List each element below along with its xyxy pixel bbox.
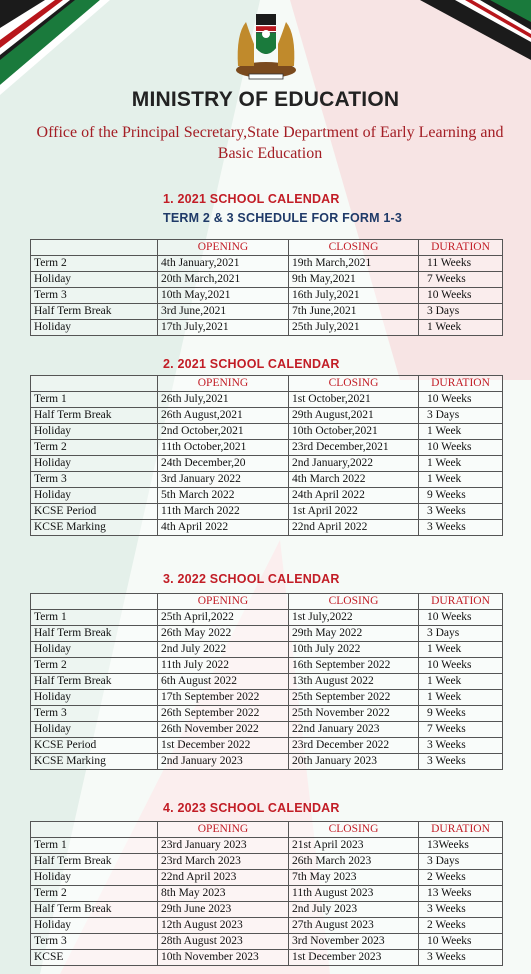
closing-cell: 2nd July 2023 <box>289 902 419 918</box>
opening-cell: 10th November 2023 <box>158 950 289 966</box>
period-cell: Term 3 <box>31 934 158 950</box>
closing-cell: 2nd January,2022 <box>289 456 419 472</box>
table-row <box>31 658 503 674</box>
period-cell: Term 3 <box>31 472 158 488</box>
opening-cell: 11th October,2021 <box>158 440 289 456</box>
section-4-title: 4. 2023 SCHOOL CALENDAR <box>163 801 340 815</box>
header-closing: CLOSING <box>289 376 419 392</box>
table-row <box>31 690 503 706</box>
duration-cell: 3 Days <box>419 626 503 642</box>
duration-cell: 13 Weeks <box>419 886 503 902</box>
period-cell: KCSE Marking <box>31 754 158 770</box>
period-cell: Term 1 <box>31 392 158 408</box>
table-row <box>31 642 503 658</box>
opening-cell: 26th May 2022 <box>158 626 289 642</box>
opening-cell: 11th March 2022 <box>158 504 289 520</box>
header-duration: DURATION <box>419 594 503 610</box>
table-row <box>31 950 503 966</box>
closing-cell: 20th January 2023 <box>289 754 419 770</box>
table-row <box>31 626 503 642</box>
opening-cell: 25th April,2022 <box>158 610 289 626</box>
duration-cell: 3 Weeks <box>419 504 503 520</box>
section-1-subtitle: TERM 2 & 3 SCHEDULE FOR FORM 1-3 <box>163 211 403 225</box>
header-closing: CLOSING <box>289 240 419 256</box>
period-cell: KCSE <box>31 950 158 966</box>
table-row <box>31 838 503 854</box>
header-closing: CLOSING <box>289 594 419 610</box>
duration-cell: 9 Weeks <box>419 488 503 504</box>
duration-cell: 3 Days <box>419 304 503 320</box>
table-row <box>31 256 503 272</box>
duration-cell: 10 Weeks <box>419 934 503 950</box>
table-row <box>31 674 503 690</box>
opening-cell: 20th March,2021 <box>158 272 289 288</box>
header-opening: OPENING <box>158 240 289 256</box>
opening-cell: 2nd January 2023 <box>158 754 289 770</box>
table-row <box>31 456 503 472</box>
table-row <box>31 272 503 288</box>
opening-cell: 8th May 2023 <box>158 886 289 902</box>
period-cell: Holiday <box>31 870 158 886</box>
duration-cell: 3 Days <box>419 854 503 870</box>
opening-cell: 26th September 2022 <box>158 706 289 722</box>
closing-cell: 1st October,2021 <box>289 392 419 408</box>
table-row <box>31 706 503 722</box>
closing-cell: 1st December 2023 <box>289 950 419 966</box>
opening-cell: 3rd June,2021 <box>158 304 289 320</box>
table-row <box>31 738 503 754</box>
closing-cell: 10th July 2022 <box>289 642 419 658</box>
closing-cell: 4th March 2022 <box>289 472 419 488</box>
closing-cell: 3rd November 2023 <box>289 934 419 950</box>
duration-cell: 1 Week <box>419 456 503 472</box>
closing-cell: 25th September 2022 <box>289 690 419 706</box>
table-row <box>31 918 503 934</box>
duration-cell: 3 Days <box>419 408 503 424</box>
opening-cell: 4th April 2022 <box>158 520 289 536</box>
closing-cell: 23rd December 2022 <box>289 738 419 754</box>
closing-cell: 26th March 2023 <box>289 854 419 870</box>
duration-cell: 1 Week <box>419 320 503 336</box>
header-opening: OPENING <box>158 594 289 610</box>
section-2-title: 2. 2021 SCHOOL CALENDAR <box>163 357 340 371</box>
period-cell: Term 1 <box>31 838 158 854</box>
calendar-table-2 <box>30 375 503 536</box>
opening-cell: 5th March 2022 <box>158 488 289 504</box>
table-row <box>31 902 503 918</box>
header-cell-blank <box>31 822 158 838</box>
closing-cell: 11th August 2023 <box>289 886 419 902</box>
opening-cell: 4th January,2021 <box>158 256 289 272</box>
duration-cell: 3 Weeks <box>419 950 503 966</box>
closing-cell: 1st April 2022 <box>289 504 419 520</box>
period-cell: KCSE Marking <box>31 520 158 536</box>
period-cell: Term 2 <box>31 886 158 902</box>
period-cell: Term 2 <box>31 440 158 456</box>
calendar-table-1 <box>30 239 503 336</box>
table-row <box>31 408 503 424</box>
period-cell: Holiday <box>31 642 158 658</box>
period-cell: Half Term Break <box>31 902 158 918</box>
ministry-title: MINISTRY OF EDUCATION <box>131 88 400 111</box>
opening-cell: 3rd January 2022 <box>158 472 289 488</box>
table-row <box>31 392 503 408</box>
header-opening: OPENING <box>158 822 289 838</box>
period-cell: Holiday <box>31 722 158 738</box>
duration-cell: 3 Weeks <box>419 754 503 770</box>
period-cell: Holiday <box>31 320 158 336</box>
period-cell: Term 3 <box>31 706 158 722</box>
closing-cell: 25th November 2022 <box>289 706 419 722</box>
opening-cell: 11th July 2022 <box>158 658 289 674</box>
duration-cell: 1 Week <box>419 424 503 440</box>
opening-cell: 26th November 2022 <box>158 722 289 738</box>
duration-cell: 1 Week <box>419 642 503 658</box>
opening-cell: 1st December 2022 <box>158 738 289 754</box>
coat-of-arms-emblem <box>232 4 300 80</box>
period-cell: Holiday <box>31 690 158 706</box>
period-cell: Term 1 <box>31 610 158 626</box>
duration-cell: 7 Weeks <box>419 722 503 738</box>
table-row <box>31 320 503 336</box>
period-cell: KCSE Period <box>31 738 158 754</box>
table-row <box>31 854 503 870</box>
period-cell: Holiday <box>31 272 158 288</box>
table-header-row <box>31 822 503 838</box>
opening-cell: 23rd March 2023 <box>158 854 289 870</box>
table-row <box>31 934 503 950</box>
opening-cell: 2nd July 2022 <box>158 642 289 658</box>
duration-cell: 10 Weeks <box>419 288 503 304</box>
table-row <box>31 886 503 902</box>
opening-cell: 12th August 2023 <box>158 918 289 934</box>
closing-cell: 7th June,2021 <box>289 304 419 320</box>
section-1-title: 1. 2021 SCHOOL CALENDAR <box>163 192 340 206</box>
opening-cell: 26th July,2021 <box>158 392 289 408</box>
calendar-table-3 <box>30 593 503 770</box>
closing-cell: 29th May 2022 <box>289 626 419 642</box>
opening-cell: 22nd April 2023 <box>158 870 289 886</box>
duration-cell: 10 Weeks <box>419 392 503 408</box>
header-duration: DURATION <box>419 376 503 392</box>
closing-cell: 22nd January 2023 <box>289 722 419 738</box>
closing-cell: 1st July,2022 <box>289 610 419 626</box>
table-row <box>31 488 503 504</box>
opening-cell: 17th July,2021 <box>158 320 289 336</box>
header-opening: OPENING <box>158 376 289 392</box>
closing-cell: 25th July,2021 <box>289 320 419 336</box>
period-cell: Term 2 <box>31 658 158 674</box>
closing-cell: 10th October,2021 <box>289 424 419 440</box>
duration-cell: 11 Weeks <box>419 256 503 272</box>
header-cell-blank <box>31 240 158 256</box>
table-row <box>31 520 503 536</box>
table-row <box>31 610 503 626</box>
table-header-row <box>31 376 503 392</box>
duration-cell: 10 Weeks <box>419 658 503 674</box>
closing-cell: 9th May,2021 <box>289 272 419 288</box>
closing-cell: 27th August 2023 <box>289 918 419 934</box>
period-cell: Holiday <box>31 456 158 472</box>
period-cell: KCSE Period <box>31 504 158 520</box>
duration-cell: 13Weeks <box>419 838 503 854</box>
period-cell: Half Term Break <box>31 674 158 690</box>
closing-cell: 29th August,2021 <box>289 408 419 424</box>
table-row <box>31 722 503 738</box>
period-cell: Half Term Break <box>31 408 158 424</box>
duration-cell: 3 Weeks <box>419 520 503 536</box>
period-cell: Half Term Break <box>31 304 158 320</box>
closing-cell: 21st April 2023 <box>289 838 419 854</box>
opening-cell: 24th December,20 <box>158 456 289 472</box>
duration-cell: 1 Week <box>419 472 503 488</box>
closing-cell: 13th August 2022 <box>289 674 419 690</box>
duration-cell: 7 Weeks <box>419 272 503 288</box>
table-row <box>31 472 503 488</box>
opening-cell: 26th August,2021 <box>158 408 289 424</box>
period-cell: Holiday <box>31 424 158 440</box>
opening-cell: 28th August 2023 <box>158 934 289 950</box>
period-cell: Term 2 <box>31 256 158 272</box>
opening-cell: 23rd January 2023 <box>158 838 289 854</box>
office-subtitle: Office of the Principal Secretary,State Department of Early Learning and Basic Education <box>36 124 504 162</box>
table-row <box>31 424 503 440</box>
table-row <box>31 504 503 520</box>
period-cell: Half Term Break <box>31 854 158 870</box>
header-cell-blank <box>31 376 158 392</box>
closing-cell: 16th July,2021 <box>289 288 419 304</box>
duration-cell: 9 Weeks <box>419 706 503 722</box>
table-row <box>31 440 503 456</box>
duration-cell: 1 Week <box>419 690 503 706</box>
period-cell: Half Term Break <box>31 626 158 642</box>
closing-cell: 7th May 2023 <box>289 870 419 886</box>
duration-cell: 10 Weeks <box>419 440 503 456</box>
table-header-row <box>31 240 503 256</box>
header-duration: DURATION <box>419 240 503 256</box>
closing-cell: 24th April 2022 <box>289 488 419 504</box>
opening-cell: 17th September 2022 <box>158 690 289 706</box>
calendar-table-4 <box>30 821 503 966</box>
header-closing: CLOSING <box>289 822 419 838</box>
duration-cell: 1 Week <box>419 674 503 690</box>
closing-cell: 23rd December,2021 <box>289 440 419 456</box>
table-header-row <box>31 594 503 610</box>
closing-cell: 19th March,2021 <box>289 256 419 272</box>
duration-cell: 2 Weeks <box>419 918 503 934</box>
opening-cell: 2nd October,2021 <box>158 424 289 440</box>
duration-cell: 2 Weeks <box>419 870 503 886</box>
table-row <box>31 870 503 886</box>
table-row <box>31 754 503 770</box>
period-cell: Term 3 <box>31 288 158 304</box>
duration-cell: 10 Weeks <box>419 610 503 626</box>
duration-cell: 3 Weeks <box>419 902 503 918</box>
opening-cell: 29th June 2023 <box>158 902 289 918</box>
duration-cell: 3 Weeks <box>419 738 503 754</box>
closing-cell: 22nd April 2022 <box>289 520 419 536</box>
closing-cell: 16th September 2022 <box>289 658 419 674</box>
opening-cell: 6th August 2022 <box>158 674 289 690</box>
period-cell: Holiday <box>31 918 158 934</box>
header-cell-blank <box>31 594 158 610</box>
section-3-title: 3. 2022 SCHOOL CALENDAR <box>163 572 340 586</box>
table-row <box>31 288 503 304</box>
header-duration: DURATION <box>419 822 503 838</box>
table-row <box>31 304 503 320</box>
opening-cell: 10th May,2021 <box>158 288 289 304</box>
period-cell: Holiday <box>31 488 158 504</box>
